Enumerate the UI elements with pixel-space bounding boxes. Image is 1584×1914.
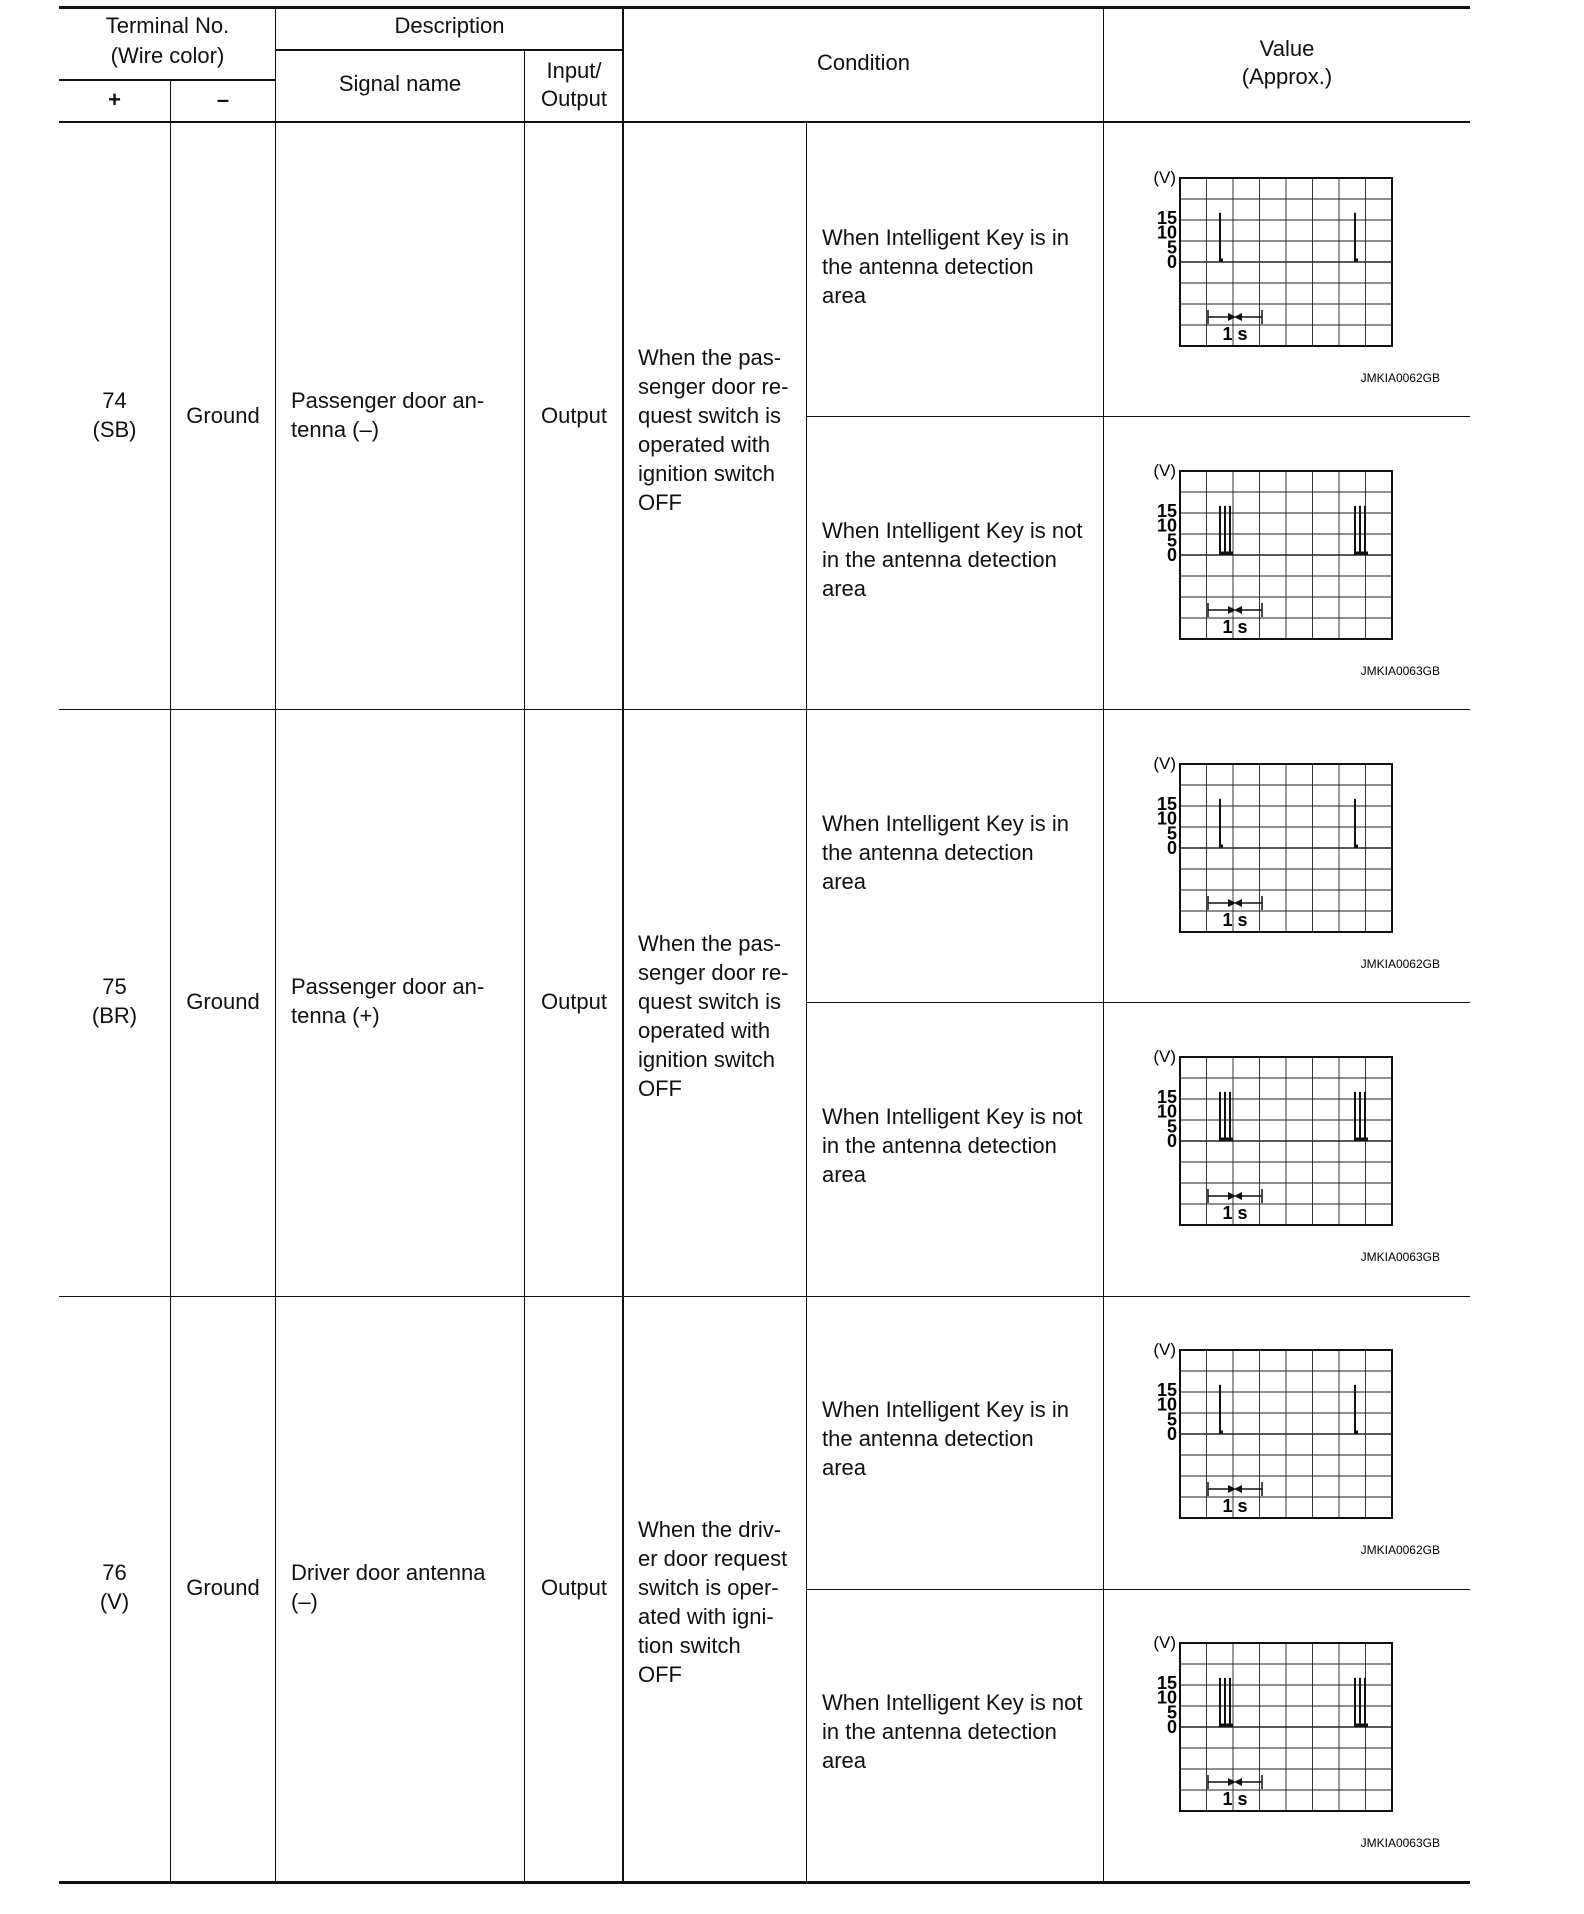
rule-row-74-sub xyxy=(806,416,1470,417)
y-tick-label: 10 xyxy=(1156,515,1177,536)
time-label: 1 s xyxy=(1222,1496,1248,1516)
arrow-head-icon xyxy=(1234,1485,1242,1493)
y-tick-label: 5 xyxy=(1166,823,1177,844)
y-tick-label: 15 xyxy=(1156,1086,1177,1107)
unit-label: (V) xyxy=(1153,1340,1176,1359)
rule-row-75-bottom xyxy=(59,1296,1470,1297)
y-tick-label: 0 xyxy=(1166,838,1177,858)
arrow-head-icon xyxy=(1234,1192,1242,1200)
row-76-signal-name-2: (–) xyxy=(291,1589,318,1614)
row-75-terminal-number: 75 xyxy=(102,974,127,999)
header-input-output-2: Output xyxy=(540,86,608,111)
figure-code: JMKIA0062GB xyxy=(1360,371,1440,385)
waveform-svg xyxy=(1140,1039,1470,1269)
col-rule-5 xyxy=(806,121,807,1882)
row-76-condition-6: OFF xyxy=(638,1662,682,1687)
row-75-sub2-condition-2: in the antenna detection xyxy=(822,1133,1057,1158)
row-76-sub2-condition-2: in the antenna detection xyxy=(822,1719,1057,1744)
row-76-condition-4: ated with igni- xyxy=(638,1604,774,1629)
rule-row-75-sub xyxy=(806,1002,1470,1003)
row-74-sub1-condition-2: the antenna detection xyxy=(822,254,1034,279)
header-terminal-no: Terminal No. xyxy=(105,13,230,38)
time-label: 1 s xyxy=(1222,1789,1248,1809)
row-75-sub1-condition-1: When Intelligent Key is in xyxy=(822,811,1070,836)
y-tick-label: 15 xyxy=(1156,1672,1177,1693)
unit-label: (V) xyxy=(1153,1633,1176,1652)
arrow-head-icon xyxy=(1234,313,1242,321)
rule-header-bottom xyxy=(59,121,1470,123)
time-label: 1 s xyxy=(1222,324,1248,344)
row-75-sub2-condition-3: area xyxy=(822,1162,867,1187)
header-signal-name: Signal name xyxy=(338,71,462,96)
row-74-condition-2: senger door re- xyxy=(638,374,789,399)
rule-bottom xyxy=(59,1881,1470,1884)
unit-label: (V) xyxy=(1153,461,1176,480)
row-76-signal-name-1: Driver door antenna xyxy=(291,1560,486,1585)
row-75-condition-2: senger door re- xyxy=(638,960,789,985)
col-rule-3 xyxy=(524,49,525,1882)
y-tick-label: 0 xyxy=(1166,1424,1177,1444)
unit-label: (V) xyxy=(1153,754,1176,773)
row-74-condition-3: quest switch is xyxy=(638,403,782,428)
col-rule-6 xyxy=(1103,7,1104,1882)
row-75-wire-color: (BR) xyxy=(91,1003,138,1028)
row-75-sub2-waveform xyxy=(1140,1039,1470,1269)
row-75-condition-6: OFF xyxy=(638,1076,682,1101)
row-76-sub1-condition-1: When Intelligent Key is in xyxy=(822,1397,1070,1422)
row-74-sub1-condition-1: When Intelligent Key is in xyxy=(822,225,1070,250)
y-tick-label: 15 xyxy=(1156,500,1177,521)
arrow-head-icon xyxy=(1234,606,1242,614)
waveform-svg xyxy=(1140,1332,1470,1562)
rule-row-76-sub xyxy=(806,1589,1470,1590)
y-tick-label: 5 xyxy=(1166,237,1177,258)
row-74-condition-4: operated with xyxy=(638,432,771,457)
row-76-sub2-condition-1: When Intelligent Key is not xyxy=(822,1690,1083,1715)
waveform-svg xyxy=(1140,746,1470,976)
y-tick-label: 15 xyxy=(1156,207,1177,228)
col-rule-1 xyxy=(170,79,171,1882)
header-value-2: (Approx.) xyxy=(1241,64,1333,89)
row-75-sub1-condition-3: area xyxy=(822,869,867,894)
unit-label: (V) xyxy=(1153,168,1176,187)
header-minus: – xyxy=(216,87,230,112)
y-tick-label: 5 xyxy=(1166,1116,1177,1137)
row-76-condition-3: switch is oper- xyxy=(638,1575,779,1600)
y-tick-label: 5 xyxy=(1166,1409,1177,1430)
row-76-sub1-condition-3: area xyxy=(822,1455,867,1480)
row-76-condition-1: When the driv- xyxy=(638,1517,782,1542)
time-label: 1 s xyxy=(1222,1203,1248,1223)
row-74-sub2-condition-2: in the antenna detection xyxy=(822,547,1057,572)
row-75-condition-4: operated with xyxy=(638,1018,771,1043)
row-76-sub1-waveform xyxy=(1140,1332,1470,1562)
figure-code: JMKIA0063GB xyxy=(1360,1836,1440,1850)
rule-desc-under xyxy=(276,49,623,51)
row-76-sub1-condition-2: the antenna detection xyxy=(822,1426,1034,1451)
waveform-svg xyxy=(1140,453,1470,683)
rule-row-74-bottom xyxy=(59,709,1470,710)
figure-code: JMKIA0063GB xyxy=(1360,1250,1440,1264)
y-tick-label: 0 xyxy=(1166,1717,1177,1737)
y-tick-label: 10 xyxy=(1156,808,1177,829)
unit-label: (V) xyxy=(1153,1047,1176,1066)
header-value-1: Value xyxy=(1259,36,1315,61)
waveform-svg xyxy=(1140,1625,1470,1855)
row-76-condition-5: tion switch xyxy=(638,1633,741,1658)
row-74-sub2-waveform xyxy=(1140,453,1470,683)
row-74-signal-name-2: tenna (–) xyxy=(291,417,380,442)
row-74-io: Output xyxy=(540,403,608,428)
row-74-condition-1: When the pas- xyxy=(638,345,782,370)
row-75-condition-1: When the pas- xyxy=(638,931,782,956)
row-75-ground: Ground xyxy=(186,989,260,1014)
figure-code: JMKIA0062GB xyxy=(1360,1543,1440,1557)
row-75-signal-name-2: tenna (+) xyxy=(291,1003,380,1028)
figure-code: JMKIA0063GB xyxy=(1360,664,1440,678)
row-76-wire-color: (V) xyxy=(99,1589,130,1614)
col-rule-2 xyxy=(275,7,276,1882)
time-label: 1 s xyxy=(1222,910,1248,930)
y-tick-label: 10 xyxy=(1156,1101,1177,1122)
y-tick-label: 15 xyxy=(1156,1379,1177,1400)
row-75-signal-name-1: Passenger door an- xyxy=(291,974,485,999)
row-76-sub2-condition-3: area xyxy=(822,1748,867,1773)
y-tick-label: 10 xyxy=(1156,1687,1177,1708)
row-76-io: Output xyxy=(540,1575,608,1600)
row-74-terminal-number: 74 xyxy=(102,388,127,413)
y-tick-label: 5 xyxy=(1166,1702,1177,1723)
time-label: 1 s xyxy=(1222,617,1248,637)
row-74-sub1-condition-3: area xyxy=(822,283,867,308)
y-tick-label: 0 xyxy=(1166,252,1177,272)
row-75-condition-5: ignition switch xyxy=(638,1047,775,1072)
row-75-io: Output xyxy=(540,989,608,1014)
row-74-ground: Ground xyxy=(186,403,260,428)
arrow-head-icon xyxy=(1234,899,1242,907)
y-tick-label: 5 xyxy=(1166,530,1177,551)
row-74-condition-6: OFF xyxy=(638,490,682,515)
header-condition: Condition xyxy=(817,50,910,75)
row-74-signal-name-1: Passenger door an- xyxy=(291,388,485,413)
row-74-wire-color: (SB) xyxy=(92,417,137,442)
row-76-sub2-waveform xyxy=(1140,1625,1470,1855)
y-tick-label: 0 xyxy=(1166,1131,1177,1151)
header-plus: + xyxy=(108,87,121,112)
y-tick-label: 0 xyxy=(1166,545,1177,565)
row-76-terminal-number: 76 xyxy=(102,1560,127,1585)
header-wire-color: (Wire color) xyxy=(110,43,225,68)
row-76-condition-2: er door request xyxy=(638,1546,788,1571)
y-tick-label: 10 xyxy=(1156,1394,1177,1415)
row-75-sub2-condition-1: When Intelligent Key is not xyxy=(822,1104,1083,1129)
row-74-sub2-condition-1: When Intelligent Key is not xyxy=(822,518,1083,543)
rule-top xyxy=(59,6,1470,9)
waveform-svg xyxy=(1140,160,1470,390)
row-76-ground: Ground xyxy=(186,1575,260,1600)
y-tick-label: 10 xyxy=(1156,222,1177,243)
row-75-sub1-waveform xyxy=(1140,746,1470,976)
row-75-sub1-condition-2: the antenna detection xyxy=(822,840,1034,865)
header-description: Description xyxy=(394,13,505,38)
row-74-sub2-condition-3: area xyxy=(822,576,867,601)
row-75-condition-3: quest switch is xyxy=(638,989,782,1014)
rule-terminal-under xyxy=(59,79,276,81)
y-tick-label: 15 xyxy=(1156,793,1177,814)
figure-code: JMKIA0062GB xyxy=(1360,957,1440,971)
arrow-head-icon xyxy=(1234,1778,1242,1786)
header-input-output-1: Input/ xyxy=(546,58,602,83)
row-74-condition-5: ignition switch xyxy=(638,461,775,486)
row-74-sub1-waveform xyxy=(1140,160,1470,390)
